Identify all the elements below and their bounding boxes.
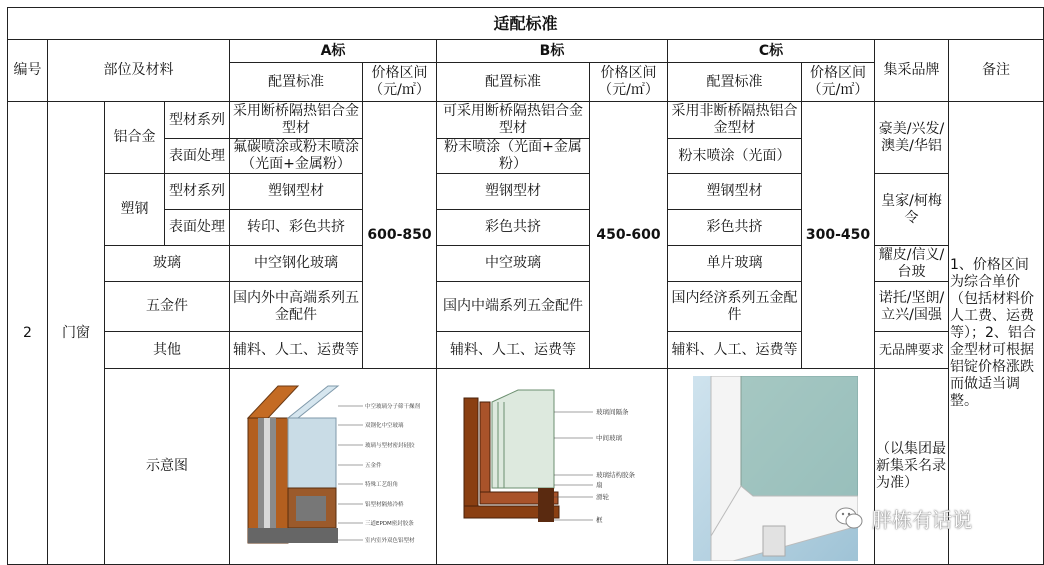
- material-pvc: 塑钢: [105, 174, 165, 246]
- b-alu-profile: 可采用断桥隔热铝合金型材: [437, 102, 590, 139]
- b-alu-surface: 粉末喷涂（光面+金属粉）: [437, 139, 590, 174]
- watermark-text: 胖栋有话说: [872, 507, 972, 532]
- brand-diagram-note: （以集团最新集采名录为准）: [875, 369, 949, 565]
- diagram-b-label-5: 滑轮: [596, 493, 609, 501]
- header-a-price: 价格区间（元/㎡）: [363, 63, 437, 102]
- diagram-a-label-6: 铝型材隔热冷桥: [365, 502, 404, 508]
- diagram-b: [458, 388, 654, 530]
- a-other: 辅料、人工、运费等: [230, 332, 363, 369]
- hardware-label: 五金件: [105, 282, 230, 332]
- diagram-b-label-1: 玻璃间隔条: [596, 408, 629, 416]
- diagram-b-label-3: 玻璃结构胶条: [596, 471, 635, 479]
- alu-surface-label: 表面处理: [165, 139, 230, 174]
- alu-profile-label: 型材系列: [165, 102, 230, 139]
- a-pvc-surface: 转印、彩色共挤: [230, 210, 363, 246]
- a-hardware: 国内外中高端系列五金配件: [230, 282, 363, 332]
- a-glass: 中空钢化玻璃: [230, 246, 363, 282]
- c-glass: 单片玻璃: [668, 246, 802, 282]
- diagram-label: 示意图: [105, 369, 230, 565]
- material-alu: 铝合金: [105, 102, 165, 174]
- b-glass: 中空玻璃: [437, 246, 590, 282]
- watermark: [834, 500, 1024, 536]
- brand-alu: 豪美/兴发/澳美/华铝: [875, 102, 949, 174]
- c-other: 辅料、人工、运费等: [668, 332, 802, 369]
- header-c-config: 配置标准: [668, 63, 802, 102]
- header-brand: 集采品牌: [875, 40, 949, 102]
- diagram-a: [238, 378, 430, 548]
- diagram-a-label-4: 五金件: [365, 463, 382, 469]
- diagram-a-label-3: 玻璃与型材密封硅胶: [365, 443, 415, 449]
- b-pvc-surface: 彩色共挤: [437, 210, 590, 246]
- c-pvc-profile: 塑钢型材: [668, 174, 802, 210]
- diagram-a-label-2: 双钢化中空玻璃: [365, 423, 404, 429]
- diagram-b-label-4: 扇: [596, 481, 603, 489]
- brand-glass: 耀皮/信义/台玻: [875, 246, 949, 282]
- c-alu-profile: 采用非断桥隔热铝合金型材: [668, 102, 802, 139]
- chat-bubble-icon: [834, 505, 864, 531]
- b-hardware: 国内中端系列五金配件: [437, 282, 590, 332]
- c-pvc-surface: 彩色共挤: [668, 210, 802, 246]
- diagram-b-label-6: 框: [596, 516, 603, 524]
- b-price: 450-600: [590, 102, 668, 369]
- row-part: 门窗: [48, 102, 105, 565]
- a-alu-surface: 氟碳喷涂或粉末喷涂（光面+金属粉）: [230, 139, 363, 174]
- diagram-a-label-8: 室内室外双色铝型材: [365, 538, 415, 544]
- row-number: 2: [7, 102, 48, 565]
- diagram-a-label-1: 中空玻璃分子筛干燥剂: [365, 404, 421, 410]
- header-b-price: 价格区间（元/㎡）: [590, 63, 668, 102]
- a-pvc-profile: 塑钢型材: [230, 174, 363, 210]
- header-remark: 备注: [949, 40, 1044, 102]
- b-other: 辅料、人工、运费等: [437, 332, 590, 369]
- header-b: B标: [437, 40, 668, 63]
- remark-text: 1、价格区间为综合单价（包括材料价人工费、运费等）；2、铝合金型材可根据铝锭价格涨跌而做适当调整。: [949, 102, 1044, 565]
- header-b-config: 配置标准: [437, 63, 590, 102]
- pvc-surface-label: 表面处理: [165, 210, 230, 246]
- pvc-profile-label: 型材系列: [165, 174, 230, 210]
- brand-other: 无品牌要求: [875, 332, 949, 369]
- diagram-b-label-2: 中间玻璃: [596, 434, 622, 442]
- header-a-config: 配置标准: [230, 63, 363, 102]
- header-part: 部位及材料: [48, 40, 230, 102]
- a-alu-profile: 采用断桥隔热铝合金型材: [230, 102, 363, 139]
- header-a: A标: [230, 40, 437, 63]
- table-title: 适配标准: [7, 7, 1044, 40]
- c-price: 300-450: [802, 102, 875, 369]
- other-label: 其他: [105, 332, 230, 369]
- c-alu-surface: 粉末喷涂（光面）: [668, 139, 802, 174]
- header-c: C标: [668, 40, 875, 63]
- header-no: 编号: [7, 40, 48, 102]
- a-price: 600-850: [363, 102, 437, 369]
- brand-pvc: 皇家/柯梅令: [875, 174, 949, 246]
- diagram-a-label-5: 特殊工艺组角: [365, 482, 399, 488]
- b-pvc-profile: 塑钢型材: [437, 174, 590, 210]
- glass-label: 玻璃: [105, 246, 230, 282]
- diagram-a-label-7: 三道EPDM密封胶条: [365, 521, 414, 527]
- c-hardware: 国内经济系列五金配件: [668, 282, 802, 332]
- header-c-price: 价格区间（元/㎡）: [802, 63, 875, 102]
- brand-hardware: 诺托/坚朗/立兴/国强: [875, 282, 949, 332]
